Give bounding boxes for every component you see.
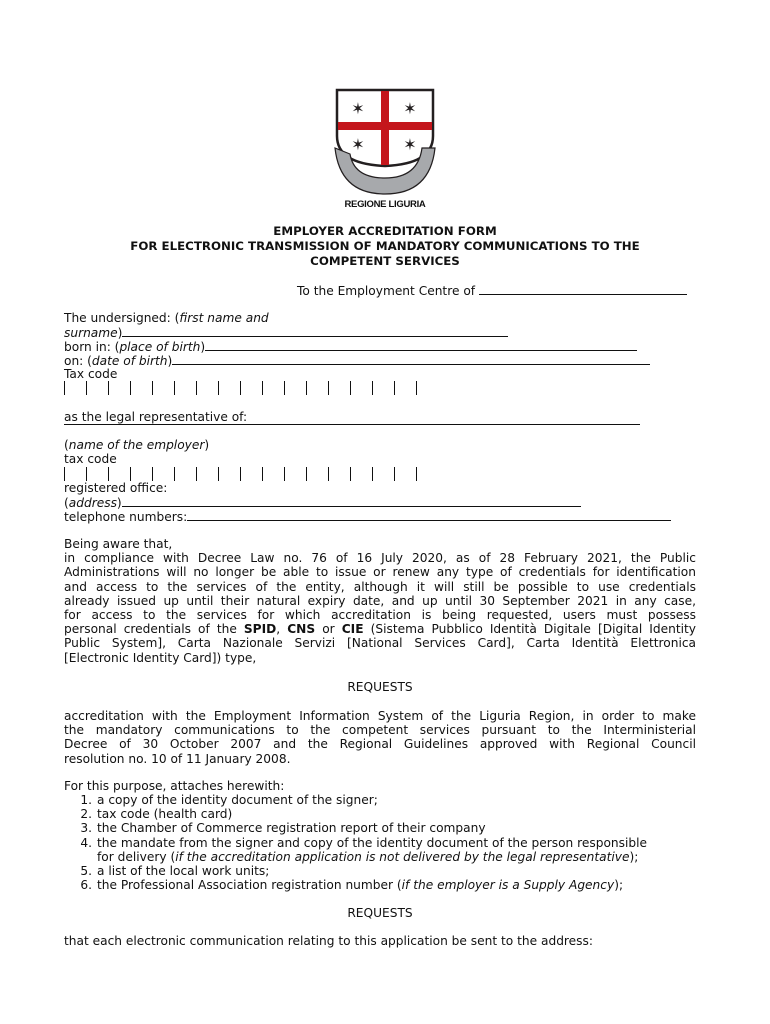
star-icon: ✶ (403, 135, 417, 154)
accreditation-line: Decree of 30 October 2007 and the Regional Guidelines approved with Regional Council (64, 737, 696, 752)
undersigned-row (64, 311, 269, 325)
awareness-line: already issued up until their natural expiry date, and up until 30 September 2021 in any case, (64, 593, 696, 608)
name-surname-field[interactable] (122, 325, 508, 337)
place-of-birth-hint: place of birth (119, 340, 201, 354)
undersigned-label: The undersigned: ( (64, 311, 180, 325)
birth-date-row: on: (date of birth) (64, 353, 650, 368)
awareness-line: and access to the services of the entity, although it will still be possible to use credentials (64, 579, 696, 594)
signer-tax-code-boxes[interactable] (64, 381, 417, 395)
requests-heading-2: REQUESTS (347, 906, 413, 920)
awareness-paragraph (64, 537, 696, 665)
employer-name-row: (name of the employer) (64, 438, 210, 452)
awareness-line: in compliance with Decree Law no. 76 of 16 July 2020, as of 28 February 2021, the Public (64, 551, 696, 566)
awareness-line: Public System], Carta Nazionale Servizi [National Services Card], Carta Identità Elettronica (64, 636, 696, 651)
list-item: 4. the mandate from the signer and copy of the identity document of the person responsible for delivery (if the accreditation application is not delivered by the legal representative); (80, 835, 648, 864)
form-title-line3: COMPETENT SERVICES (310, 254, 460, 268)
addressee-label: To the Employment Centre of (297, 284, 476, 298)
employer-tax-code-label: tax code (64, 452, 117, 466)
phone-row (64, 509, 671, 524)
surname-hint: surname (64, 326, 118, 340)
accreditation-line: accreditation with the Employment Information System of the Liguria Region, in order to make (64, 709, 696, 723)
surname-row: surname) (64, 325, 508, 340)
employer-name-field[interactable] (64, 424, 640, 425)
attachments-intro: For this purpose, attaches herewith: (64, 779, 285, 793)
phone-label: telephone numbers: (64, 510, 188, 524)
registered-office-label: registered office: (64, 481, 168, 495)
awareness-intro: Being aware that, (64, 537, 173, 551)
employer-name-hint: name of the employer (68, 438, 205, 452)
tax-code-label: Tax code (64, 367, 118, 381)
addressee-row (297, 283, 687, 298)
address-field[interactable] (122, 495, 581, 507)
form-title-line2: FOR ELECTRONIC TRANSMISSION OF MANDATORY COMMUNICATIONS TO THE (130, 239, 640, 253)
logo-caption: REGIONE LIGURIA (344, 199, 426, 210)
born-in-row: born in: (place of birth) (64, 339, 637, 354)
accreditation-paragraph (64, 709, 696, 766)
accreditation-line: the mandatory communications to the competent services pursuant to the Interministerial (64, 723, 696, 738)
awareness-line: for access to the services for which accreditation is being requested, users must possess (64, 608, 696, 623)
star-icon: ✶ (351, 99, 365, 118)
born-in-label: born in: ( (64, 340, 120, 354)
on-label: on: ( (64, 354, 92, 368)
list-item: 5. a list of the local work units; (80, 864, 270, 879)
cie-term: CIE (341, 622, 364, 637)
spid-term: SPID (243, 622, 277, 637)
star-icon: ✶ (351, 135, 365, 154)
phone-field[interactable] (187, 509, 671, 521)
first-name-hint: first name and (179, 311, 269, 325)
list-item: 1. a copy of the identity document of the signer; (80, 793, 378, 807)
cns-term: CNS (287, 622, 316, 637)
regione-liguria-logo (330, 86, 440, 212)
employment-centre-field[interactable] (479, 283, 687, 295)
legal-rep-label: as the legal representative of: (64, 410, 248, 424)
accreditation-line: resolution no. 10 of 11 January 2008. (64, 751, 291, 766)
date-of-birth-field[interactable] (172, 353, 650, 365)
date-of-birth-hint: date of birth (91, 354, 168, 368)
final-line: that each electronic communication relating to this application be sent to the address: (64, 934, 593, 948)
employer-tax-code-boxes[interactable] (64, 467, 417, 481)
list-item: 2. tax code (health card) (80, 807, 233, 822)
address-row: (address) (64, 495, 581, 510)
list-item: 6. the Professional Association registration number (if the employer is a Supply Agency); (80, 878, 624, 893)
awareness-line: [Electronic Identity Card]) type, (64, 650, 257, 665)
cross-vertical (381, 91, 389, 165)
address-hint: address (68, 496, 117, 510)
star-icon: ✶ (403, 99, 417, 118)
place-of-birth-field[interactable] (205, 339, 637, 351)
form-title-line1: EMPLOYER ACCREDITATION FORM (273, 224, 497, 238)
awareness-line-credentials: personal credentials of the SPID, CNS or CIE (Sistema Pubblico Identità Digitale [Digital Identity (64, 622, 696, 637)
list-item: 3. the Chamber of Commerce registration report of their company (80, 821, 486, 836)
awareness-line: Administrations will no longer be able to issue or renew any type of credentials for identification (64, 565, 696, 580)
requests-heading-1: REQUESTS (347, 680, 413, 694)
attachments-list (64, 793, 704, 892)
